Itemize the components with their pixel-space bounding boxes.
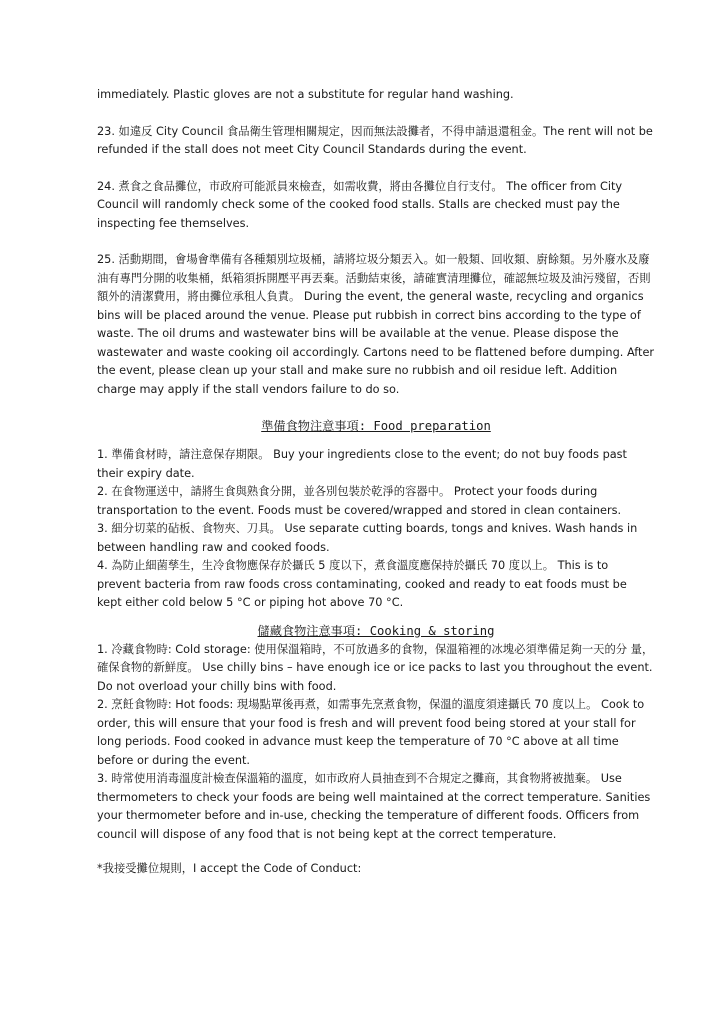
food-prep-item-4: 4. 為防止細菌孳生，生冷食物應保存於攝氏 5 度以下，煮食溫度應保持於攝氏 70 度以上。 This is to prevent bacteria from raw foods cross contaminating, cooked and ready to eat foods must be kept either cold below 5 °C or piping hot above 70 °C. [97,559,627,609]
cooking-storing-heading: 儲藏食物注意事項: Cooking & storing [257,623,495,638]
rule-23: 23. 如違反 City Council 食品衛生管理相關規定，因而無法設攤者，不得申請退還租金。The rent will not be refunded if the stall does not meet City Council Standards during the event. [97,124,653,156]
food-prep-item-1: 1. 準備食材時，請注意保存期限。 Buy your ingredients close to the event; do not buy foods past their expiry date. [97,448,627,480]
cooking-item-3: 3. 時常使用消毒溫度計檢查保溫箱的溫度，如市政府人員抽查到不合規定之攤商，其食物將被拋棄。 Use thermometers to check your foods are being well maintained at the correct temperature. Sanities your thermometer before and in-use, checking the temperature of different foods. Officers from council will dispose of any food that is not being kept at the correct temperature. [97,772,651,841]
rule-24: 24. 煮食之食品攤位，市政府可能派員來檢查，如需收費，將由各攤位自行支付。 The officer from City Council will randomly check some of the cooked food stalls. Stalls are checked must pay the inspecting fee themselves. [97,179,623,230]
cooking-item-1: 1. 冷藏食物時: Cold storage: 使用保溫箱時，不可放過多的食物，保溫箱裡的冰塊必須準備足夠一天的分 量，確保食物的新鮮度。 Use chilly bins – have enough ice or ice packs to last you throughout the event. Do not overload your chilly bins with food. [97,642,654,693]
document-page [97,86,655,879]
cooking-item-2: 2. 烹飪食物時: Hot foods: 現場點單後再煮，如需事先烹煮食物，保溫的溫度須達攝氏 70 度以上。 Cook to order, this will ensure that your food is fresh and will prevent food being stored at your stall for long periods. Food cooked in advance must keep the temperature of 70 °C above at all time before or during the event. [97,698,645,767]
code-of-conduct-acceptance: *我接受攤位規則，I accept the Code of Conduct: [97,862,362,875]
intro-paragraph: immediately. Plastic gloves are not a substitute for regular hand washing. [97,88,514,101]
food-prep-item-3: 3. 細分切菜的砧板、食物夾、刀具。 Use separate cutting boards, tongs and knives. Wash hands in between handling raw and cooked foods. [97,522,638,554]
rule-25: 25. 活動期間，會場會準備有各種類別垃圾桶，請將垃圾分類丟入。如一般類、回收類、廚餘類。另外廢水及廢油有專門分開的收集桶，紙箱須拆開壓平再丟棄。活動結束後，請確實清理攤位，確認無垃圾及油污殘留，否則額外的清潔費用，將由攤位承租人負責。 During the event, the general waste, recycling and organics bins will be placed around the venue. Please put rubbish in correct bins according to the type of waste. The oil drums and wastewater bins will be available at the venue. Please dispose the wastewater and waste cooking oil accordingly. Cartons need to be flattened before dumping. After the event, please clean up your stall and make sure no rubbish and oil residue left. Addition charge may apply if the stall vendors failure to do so. [97,253,655,396]
food-preparation-heading: 準備食物注意事項: Food preparation [261,419,491,433]
food-prep-item-2: 2. 在食物運送中，請將生食與熟食分開，並各別包裝於乾淨的容器中。 Protect your foods during transportation to the event. Foods must be covered/wrapped and stored in clean containers. [97,485,622,517]
